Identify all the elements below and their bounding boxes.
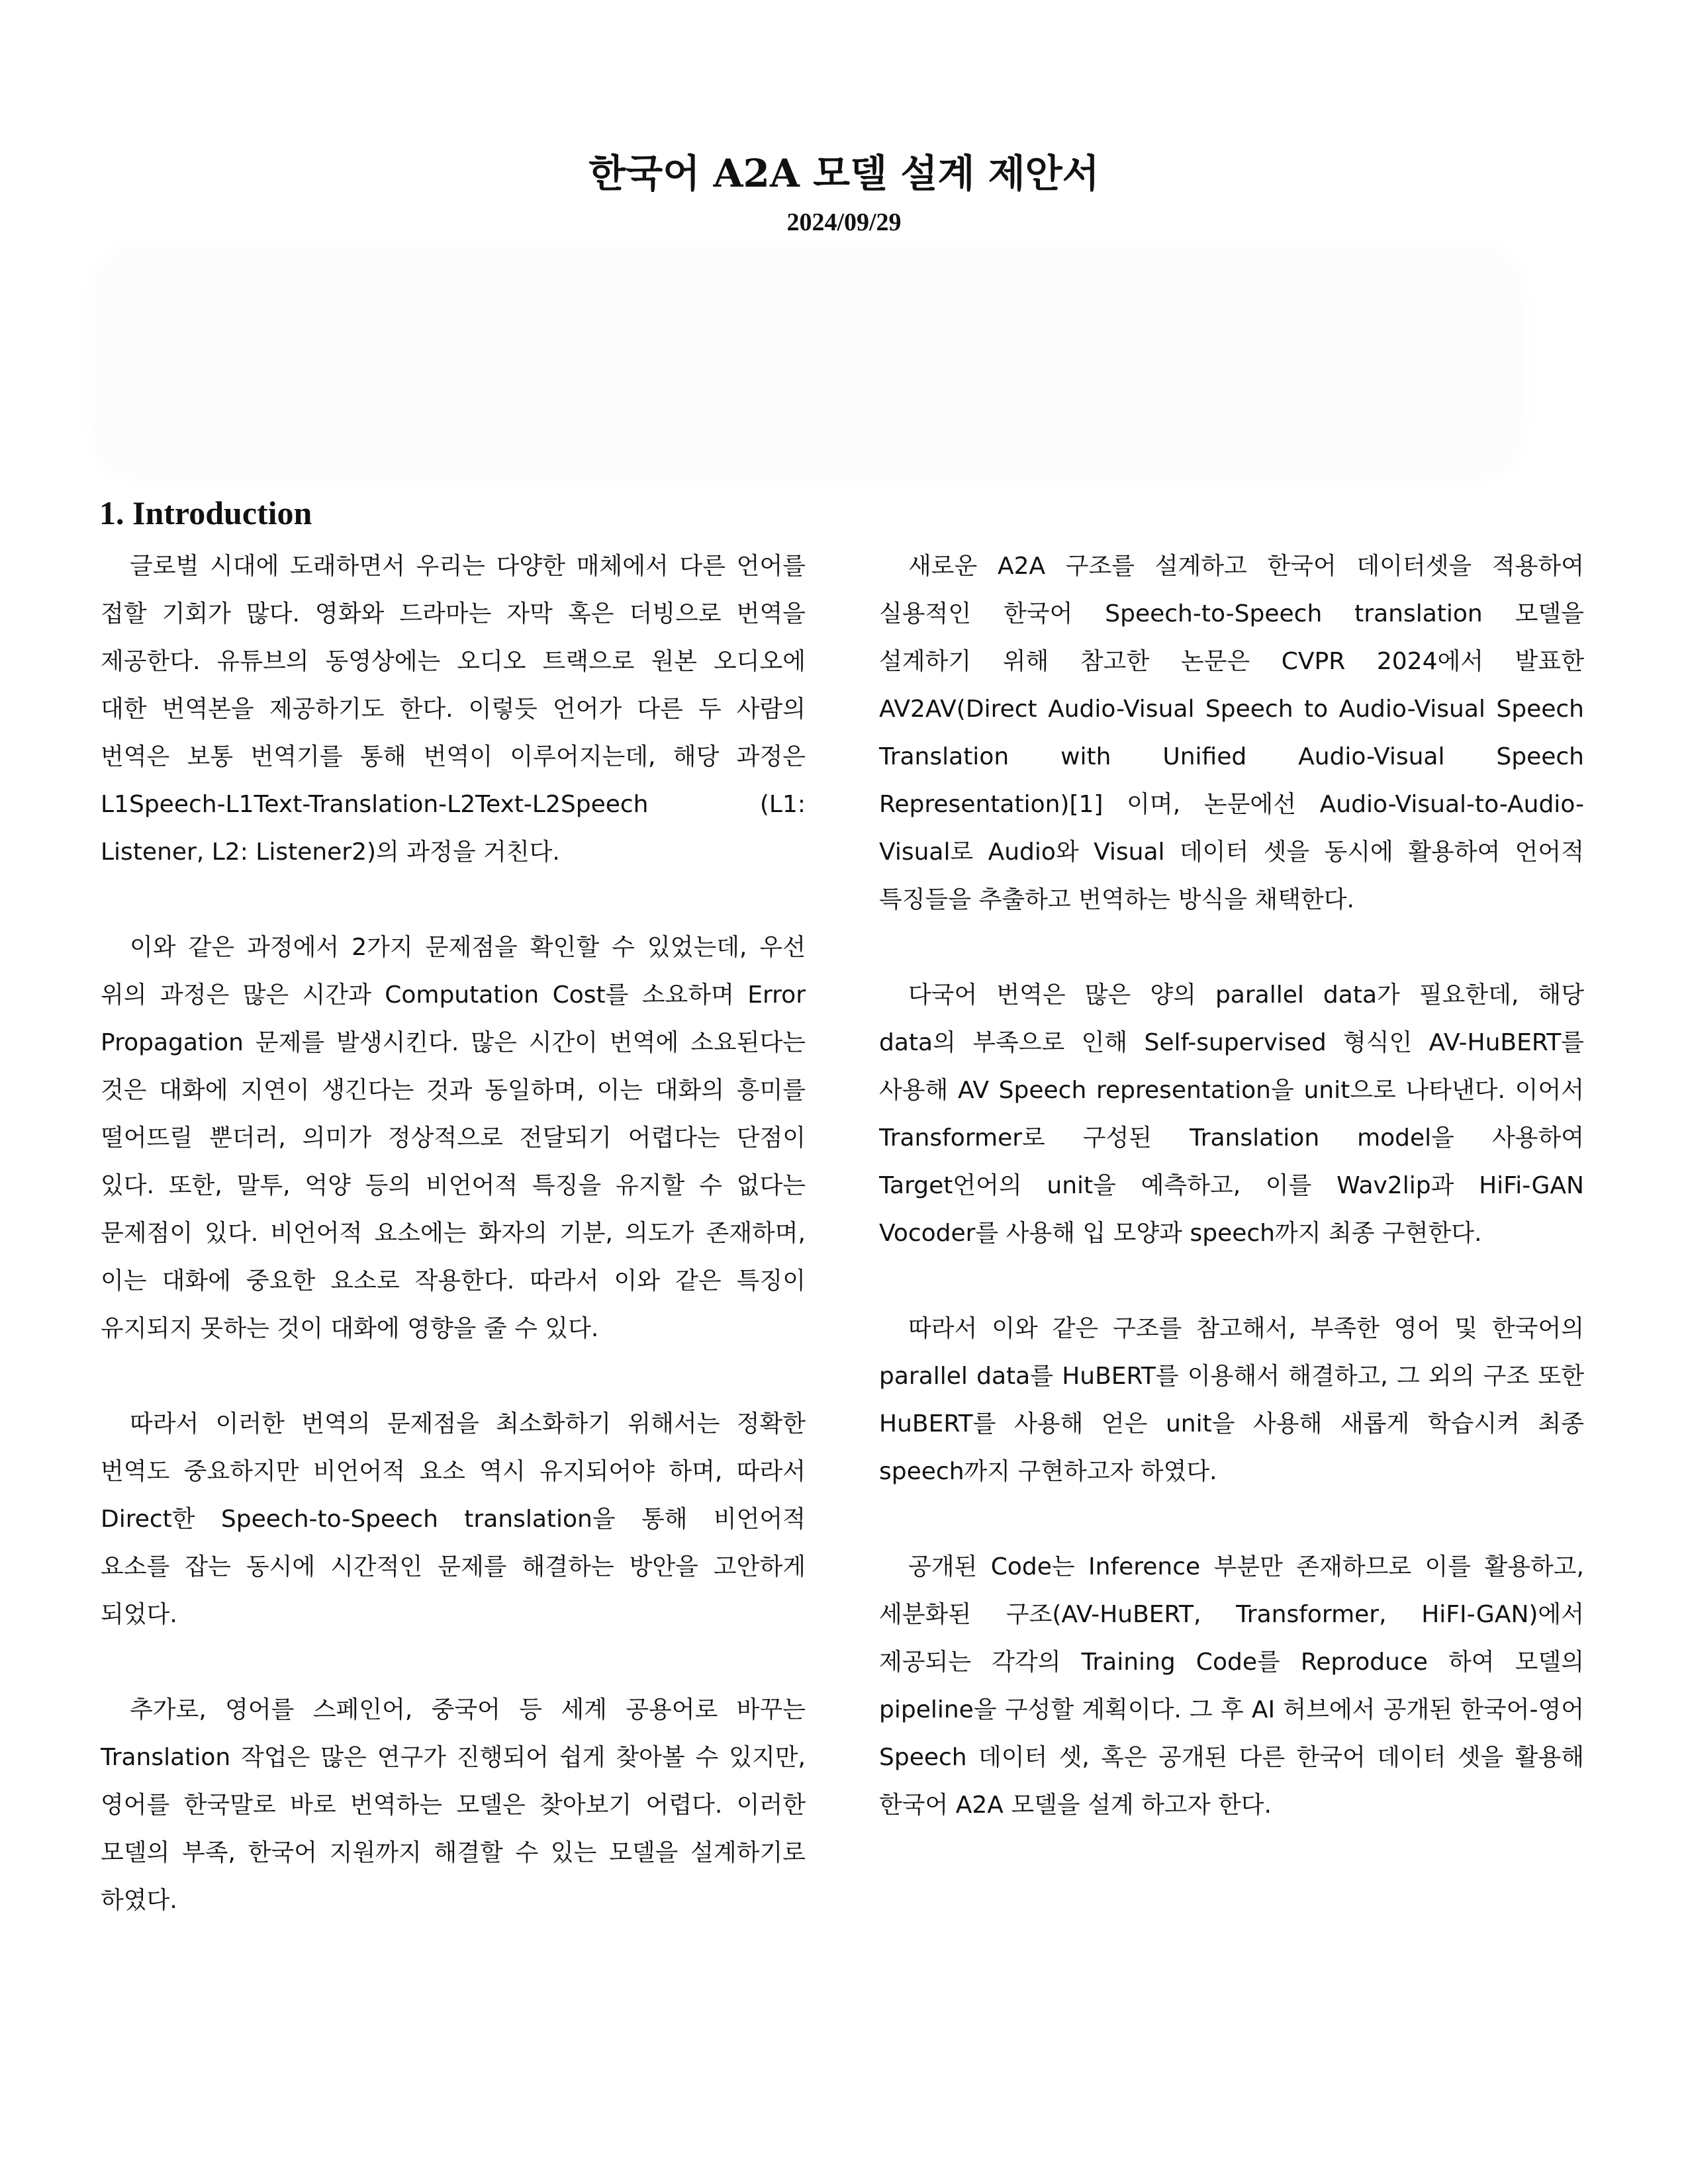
paragraph: 따라서 이와 같은 구조를 참고해서, 부족한 영어 및 한국어의 parallel data를 HuBERT를 이용해서 해결하고, 그 외의 구조 또한 HuBERT를 사용해 얻은 unit을 사용해 새롭게 학습시켜 최종 speech까지 구현하고자 하였다. xyxy=(879,1315,1584,1485)
abstract-placeholder-box xyxy=(99,253,1516,471)
left-column xyxy=(101,543,806,1925)
document-date: 2024/09/29 xyxy=(786,208,902,236)
paragraph: 다국어 번역은 많은 양의 parallel data가 필요한데, 해당 data의 부족으로 인해 Self-supervised 형식인 AV-HuBERT를 사용해 AV Speech representation을 unit으로 나타낸다. 이어서 Transformer로 구성된 Translation model을 사용하여 Target언어의 unit을 예측하고, 이를 Wav2lip과 HiFi-GAN Vocoder를 사용해 입 모양과 speech까지 최종 구현한다. xyxy=(879,981,1584,1247)
section-heading-introduction: 1. Introduction xyxy=(99,494,312,531)
paragraph: 이와 같은 과정에서 2가지 문제점을 확인할 수 있었는데, 우선 위의 과정은 많은 시간과 Computation Cost를 소요하며 Error Propagation 문제를 발생시킨다. 많은 시간이 번역에 소요된다는 것은 대화에 지연이 생긴다는 것과 동일하며, 이는 대화의 흥미를 떨어뜨릴 뿐더러, 의미가 정상적으로 전달되기 어렵다는 단점이 있다. 또한, 말투, 억양 등의 비언어적 특징을 유지할 수 없다는 문제점이 있다. 비언어적 요소에는 화자의 기분, 의도가 존재하며, 이는 대화에 중요한 요소로 작용한다. 따라서 이와 같은 특징이 유지되지 못하는 것이 대화에 영향을 줄 수 있다. xyxy=(101,934,806,1342)
paragraph: 추가로, 영어를 스페인어, 중국어 등 세계 공용어로 바꾸는 Translation 작업은 많은 연구가 진행되어 쉽게 찾아볼 수 있지만, 영어를 한국말로 바로 번역하는 모델은 찾아보기 어렵다. 이러한 모델의 부족, 한국어 지원까지 해결할 수 있는 모델을 설계하기로 하였다. xyxy=(101,1696,806,1914)
paragraph: 따라서 이러한 번역의 문제점을 최소화하기 위해서는 정확한 번역도 중요하지만 비언어적 요소 역시 유지되어야 하며, 따라서 Direct한 Speech-to-Speech translation을 통해 비언어적 요소를 잡는 동시에 시간적인 문제를 해결하는 방안을 고안하게 되었다. xyxy=(101,1410,806,1628)
document-title: 한국어 A2A 모델 설계 제안서 xyxy=(588,151,1100,196)
paragraph: 공개된 Code는 Inference 부분만 존재하므로 이를 활용하고, 세분화된 구조(AV-HuBERT, Transformer, HiFI-GAN)에서 제공되는 각각의 Training Code를 Reproduce 하여 모델의 pipeline을 구성할 계획이다. 그 후 AI 허브에서 공개된 한국어-영어 Speech 데이터 셋, 혹은 공개된 다른 한국어 데이터 셋을 활용해 한국어 A2A 모델을 설계 하고자 한다. xyxy=(879,1553,1584,1819)
paragraph: 글로벌 시대에 도래하면서 우리는 다양한 매체에서 다른 언어를 접할 기회가 많다. 영화와 드라마는 자막 혹은 더빙으로 번역을 제공한다. 유튜브의 동영상에는 오디오 트랙으로 원본 오디오에 대한 번역본을 제공하기도 한다. 이렇듯 언어가 다른 두 사람의 번역은 보통 번역기를 통해 번역이 이루어지는데, 해당 과정은 L1Speech-L1Text-Translation-L2Text-L2Speech (L1: Listener, L2: Listener2)의 과정을 거친다. xyxy=(101,553,806,866)
paragraph: 새로운 A2A 구조를 설계하고 한국어 데이터셋을 적용하여 실용적인 한국어 Speech-to-Speech translation 모델을 설계하기 위해 참고한 논문은 CVPR 2024에서 발표한 AV2AV(Direct Audio-Visual Speech to Audio-Visual Speech Translation with Unified Audio-Visual Speech Representation)[1] 이며, 논문에선 Audio-Visual-to-Audio-Visual로 Audio와 Visual 데이터 셋을 동시에 활용하여 언어적 특징들을 추출하고 번역하는 방식을 채택한다. xyxy=(879,553,1584,913)
right-column xyxy=(879,543,1584,1829)
